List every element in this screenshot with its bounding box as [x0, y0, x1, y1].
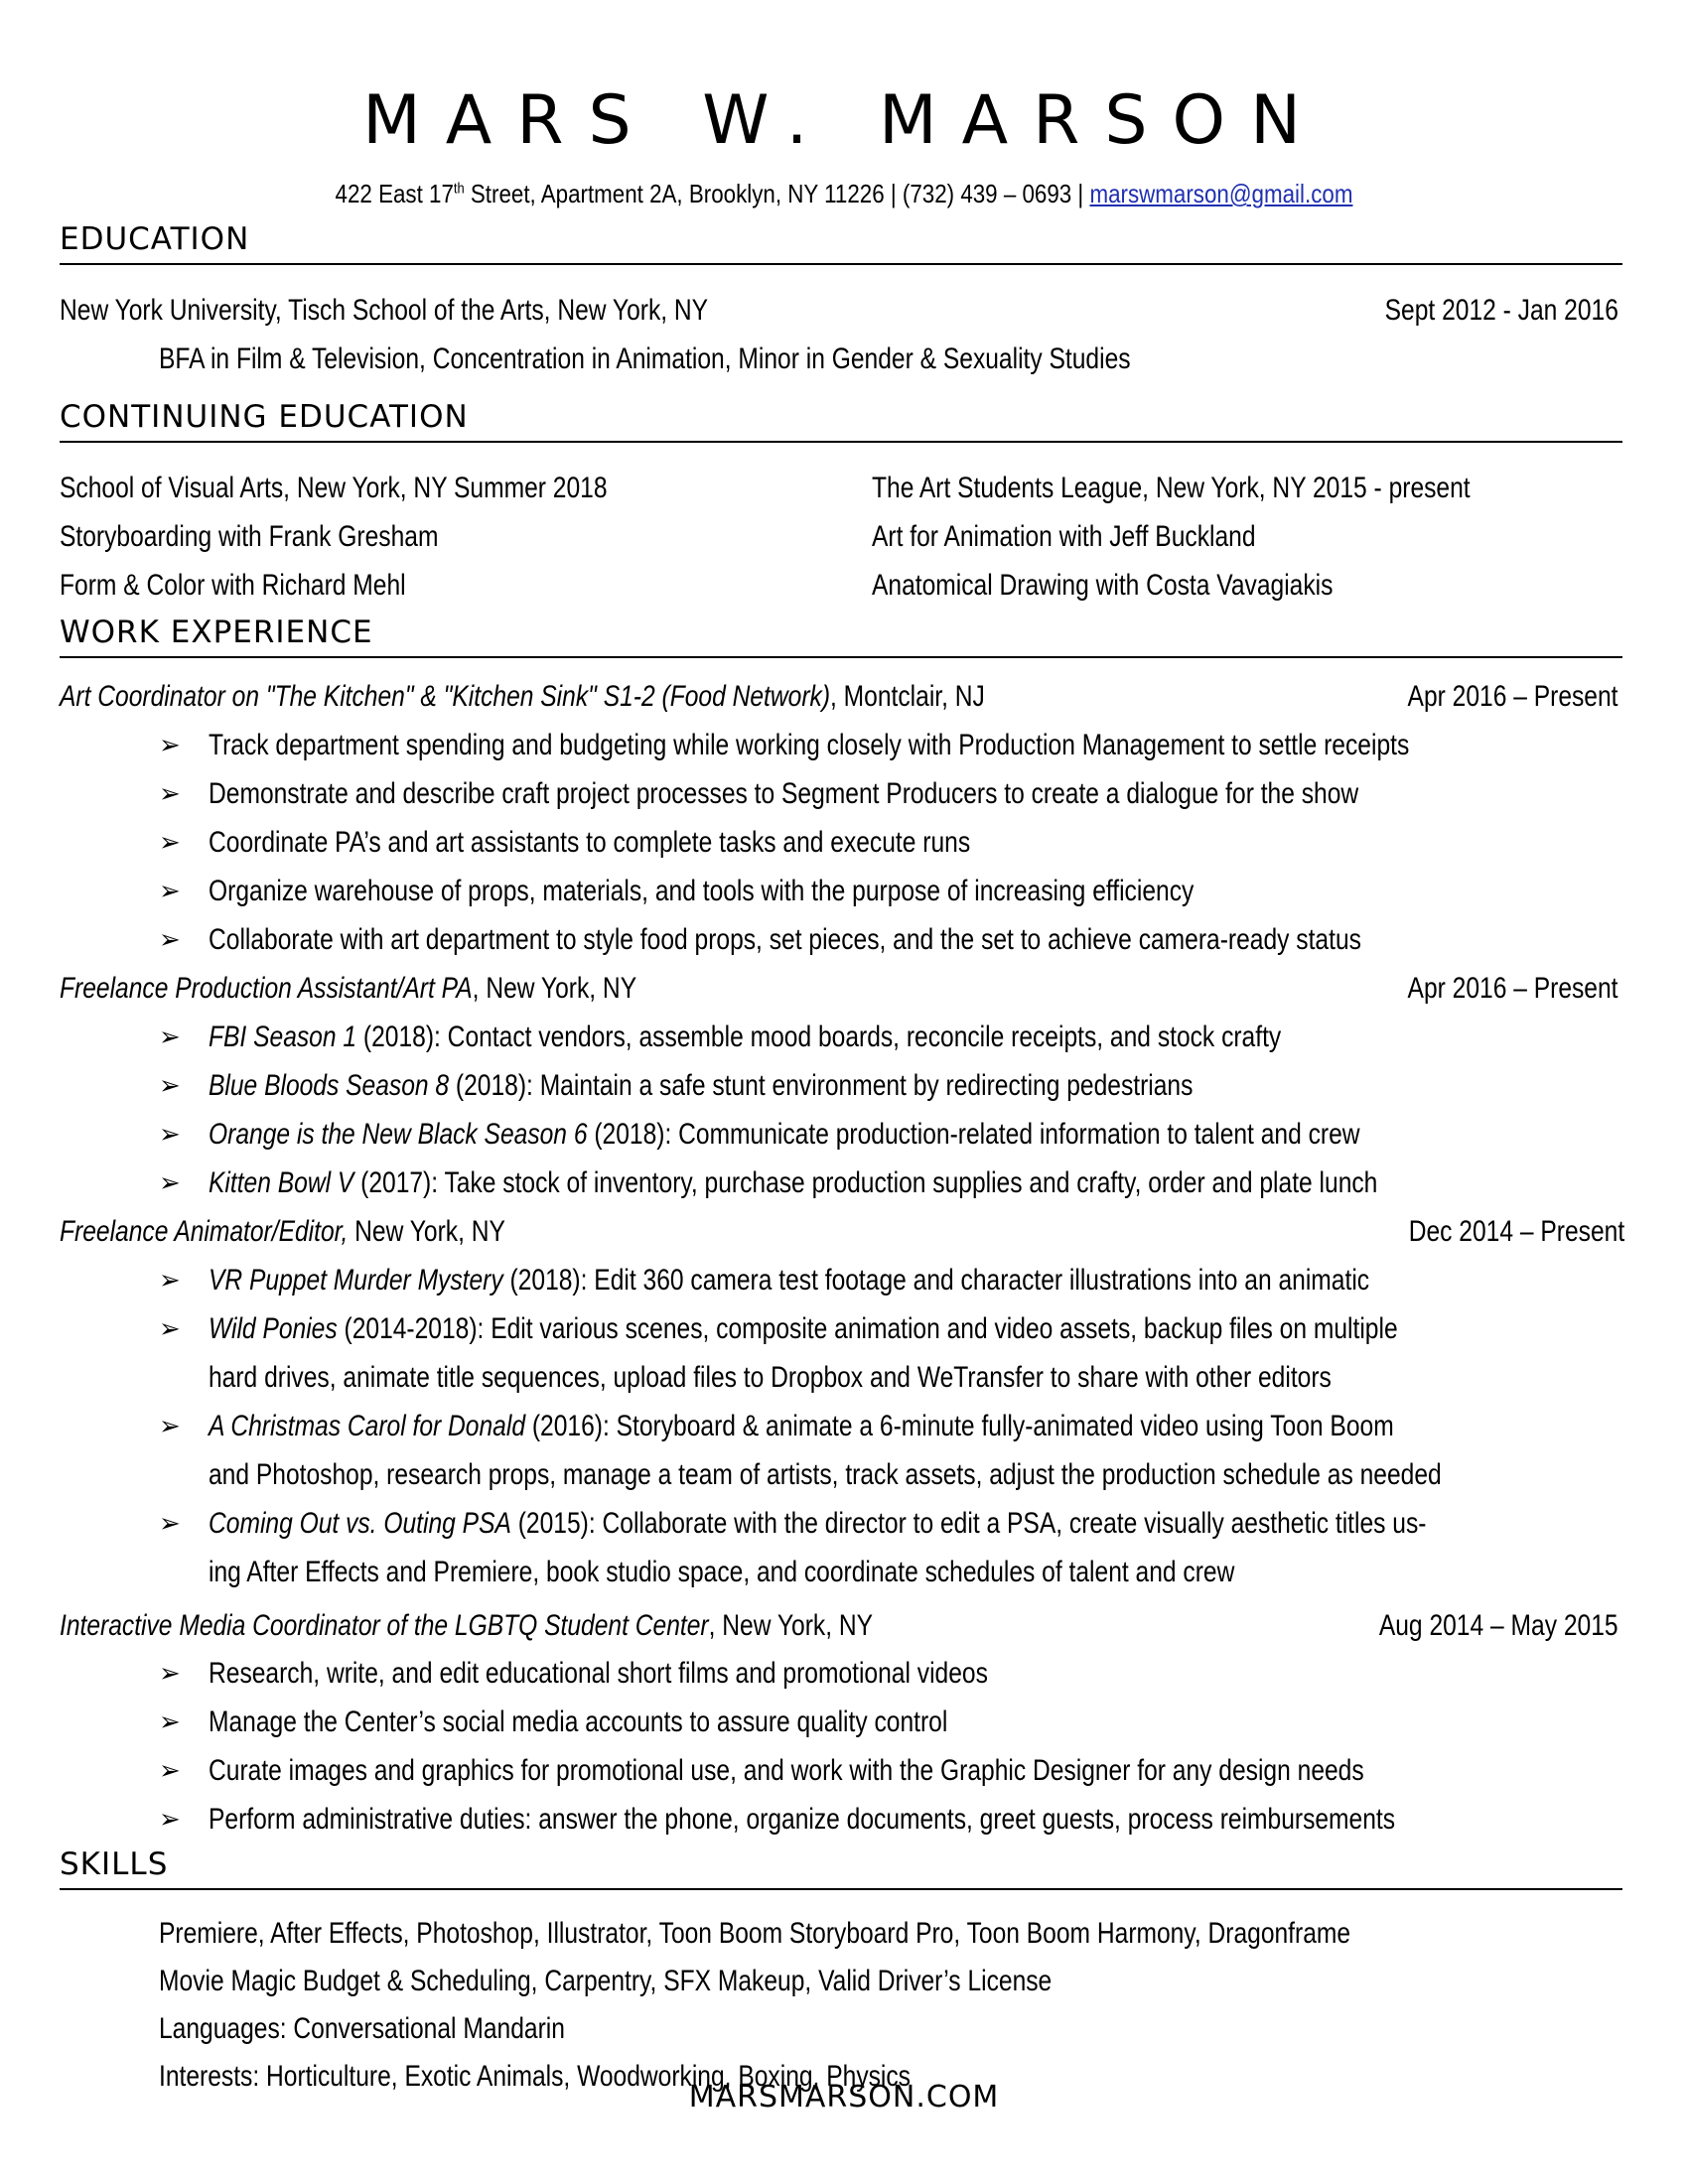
- bullet-icon: ➢: [159, 1023, 181, 1052]
- bullet-icon: ➢: [159, 925, 181, 955]
- job-1-bullet-5: Collaborate with art department to style food props, set pieces, and the set to achieve camera-ready status: [209, 923, 1361, 956]
- continuing-left-3: Form & Color with Richard Mehl: [60, 569, 406, 602]
- address-rest: Street, Apartment 2A, Brooklyn, NY 11226 | (732) 439 – 0693 |: [464, 179, 1090, 208]
- job-3-item-1: [209, 1266, 1369, 1296]
- job-1-bullet-3: Coordinate PA’s and art assistants to complete tasks and execute runs: [209, 826, 971, 859]
- job-2-item-3: [209, 1120, 1360, 1150]
- job-2-dates: Apr 2016 – Present: [1408, 972, 1618, 1005]
- job-3-item-2-title: Wild Ponies: [209, 1312, 338, 1345]
- job-2-item-4-text: (2017): Take stock of inventory, purchase production supplies and crafty, order and plate lunch: [353, 1166, 1378, 1199]
- bullet-icon: ➢: [159, 1805, 181, 1835]
- job-1-bullet-2: Demonstrate and describe craft project processes to Segment Producers to create a dialogue for the show: [209, 777, 1359, 810]
- skills-line-3: Languages: Conversational Mandarin: [159, 2012, 565, 2045]
- job-3-item-2-text: (2014-2018): Edit various scenes, composite animation and video assets, backup files on multiple: [337, 1312, 1398, 1345]
- job-3-item-4-text: (2015): Collaborate with the director to edit a PSA, create visually aesthetic titles us-: [510, 1507, 1427, 1540]
- job-3-dates: Dec 2014 – Present: [1408, 1215, 1624, 1248]
- job-2-item-2-text: (2018): Maintain a safe stunt environment by redirecting pedestrians: [449, 1069, 1194, 1102]
- continuing-right-1: The Art Students League, New York, NY 2015 - present: [872, 472, 1471, 504]
- job-4-location: , New York, NY: [708, 1609, 874, 1642]
- bullet-icon: ➢: [159, 1707, 181, 1737]
- job-2-location: , New York, NY: [472, 972, 637, 1005]
- continuing-left-1: School of Visual Arts, New York, NY Summer 2018: [60, 472, 608, 504]
- bullet-icon: ➢: [159, 1266, 181, 1296]
- continuing-right-3: Anatomical Drawing with Costa Vavagiakis: [872, 569, 1334, 602]
- email-link[interactable]: marswmarson@gmail.com: [1089, 179, 1353, 208]
- job-3-item-4-continued: ing After Effects and Premiere, book studio space, and coordinate schedules of talent and crew: [209, 1556, 1235, 1588]
- education-school: New York University, Tisch School of the Arts, New York, NY: [60, 294, 709, 327]
- job-3-item-3-title: A Christmas Carol for Donald: [209, 1410, 526, 1442]
- section-title-continuing-education: CONTINUING EDUCATION: [60, 402, 1622, 443]
- job-1-role: Art Coordinator on "The Kitchen" & "Kitchen Sink" S1-2 (Food Network): [60, 680, 831, 713]
- job-3-item-4: [209, 1509, 1426, 1539]
- job-4-bullet-1: Research, write, and edit educational short films and promotional videos: [209, 1657, 988, 1690]
- job-1-bullet-1: Track department spending and budgeting while working closely with Production Management to settle receipts: [209, 729, 1410, 761]
- job-2-item-4: [209, 1168, 1377, 1198]
- section-title-work-experience: WORK EXPERIENCE: [60, 617, 1622, 658]
- job-1-location: , Montclair, NJ: [830, 680, 985, 713]
- resume-name: MARS W. MARSON: [362, 81, 1326, 160]
- bullet-icon: ➢: [159, 1509, 181, 1539]
- education-degree: BFA in Film & Television, Concentration in Animation, Minor in Gender & Sexuality Studies: [159, 342, 1131, 375]
- job-3-item-3: [209, 1412, 1394, 1441]
- bullet-icon: ➢: [159, 1659, 181, 1689]
- job-4-role: Interactive Media Coordinator of the LGBTQ Student Center: [60, 1609, 709, 1642]
- job-2-item-3-title: Orange is the New Black Season 6: [209, 1118, 588, 1151]
- bullet-icon: ➢: [159, 779, 181, 809]
- job-2-role: Freelance Production Assistant/Art PA: [60, 972, 473, 1005]
- skills-line-1: Premiere, After Effects, Photoshop, Illustrator, Toon Boom Storyboard Pro, Toon Boom Harmony, Dragonframe: [159, 1917, 1351, 1950]
- skills-line-4: Interests: Horticulture, Exotic Animals, Woodworking, Boxing, Physics: [159, 2060, 911, 2093]
- job-3-item-2-continued: hard drives, animate title sequences, upload files to Dropbox and WeTransfer to share with other editors: [209, 1361, 1332, 1394]
- job-3-heading: [60, 1217, 505, 1247]
- bullet-icon: ➢: [159, 828, 181, 858]
- bullet-icon: ➢: [159, 1071, 181, 1101]
- bullet-icon: ➢: [159, 1412, 181, 1441]
- website-footer: MARSMARSON.COM: [688, 2080, 1000, 2115]
- section-title-education: EDUCATION: [60, 224, 1622, 265]
- continuing-left-2: Storyboarding with Frank Gresham: [60, 520, 439, 553]
- job-1-heading: [60, 682, 985, 712]
- section-title-skills: SKILLS: [60, 1849, 1622, 1890]
- education-dates: Sept 2012 - Jan 2016: [1384, 294, 1618, 327]
- job-2-item-3-text: (2018): Communicate production-related information to talent and crew: [587, 1118, 1360, 1151]
- contact-line: [118, 181, 1570, 206]
- job-3-item-1-title: VR Puppet Murder Mystery: [209, 1264, 503, 1297]
- job-4-bullet-2: Manage the Center’s social media accounts to assure quality control: [209, 1706, 948, 1738]
- job-2-item-1-text: (2018): Contact vendors, assemble mood boards, reconcile receipts, and stock crafty: [356, 1021, 1282, 1053]
- job-3-location: New York, NY: [348, 1215, 505, 1248]
- bullet-icon: ➢: [159, 1756, 181, 1786]
- job-2-item-2: [209, 1071, 1193, 1101]
- bullet-icon: ➢: [159, 1168, 181, 1198]
- job-3-item-4-title: Coming Out vs. Outing PSA: [209, 1507, 511, 1540]
- address-start: 422 East 17: [335, 179, 454, 208]
- job-3-item-3-continued: and Photoshop, research props, manage a team of artists, track assets, adjust the production schedule as needed: [209, 1458, 1442, 1491]
- job-3-item-3-text: (2016): Storyboard & animate a 6-minute fully-animated video using Toon Boom: [525, 1410, 1394, 1442]
- bullet-icon: ➢: [159, 731, 181, 760]
- job-1-bullet-4: Organize warehouse of props, materials, and tools with the purpose of increasing efficiency: [209, 875, 1195, 907]
- job-3-item-1-text: (2018): Edit 360 camera test footage and character illustrations into an animatic: [502, 1264, 1370, 1297]
- continuing-right-2: Art for Animation with Jeff Buckland: [872, 520, 1256, 553]
- job-4-heading: [60, 1611, 873, 1641]
- address-superscript: th: [453, 180, 465, 198]
- job-2-item-1: [209, 1023, 1281, 1052]
- job-2-item-2-title: Blue Bloods Season 8: [209, 1069, 450, 1102]
- bullet-icon: ➢: [159, 1120, 181, 1150]
- job-4-bullet-3: Curate images and graphics for promotional use, and work with the Graphic Designer for any design needs: [209, 1754, 1364, 1787]
- job-3-role: Freelance Animator/Editor,: [60, 1215, 349, 1248]
- skills-line-2: Movie Magic Budget & Scheduling, Carpentry, SFX Makeup, Valid Driver’s License: [159, 1965, 1053, 1997]
- job-1-dates: Apr 2016 – Present: [1408, 680, 1618, 713]
- job-4-bullet-4: Perform administrative duties: answer the phone, organize documents, greet guests, process reimbursements: [209, 1803, 1396, 1836]
- job-2-item-4-title: Kitten Bowl V: [209, 1166, 354, 1199]
- job-4-dates: Aug 2014 – May 2015: [1379, 1609, 1618, 1642]
- bullet-icon: ➢: [159, 1314, 181, 1344]
- job-3-item-2: [209, 1314, 1398, 1344]
- job-2-item-1-title: FBI Season 1: [209, 1021, 357, 1053]
- bullet-icon: ➢: [159, 877, 181, 906]
- job-2-heading: [60, 974, 636, 1004]
